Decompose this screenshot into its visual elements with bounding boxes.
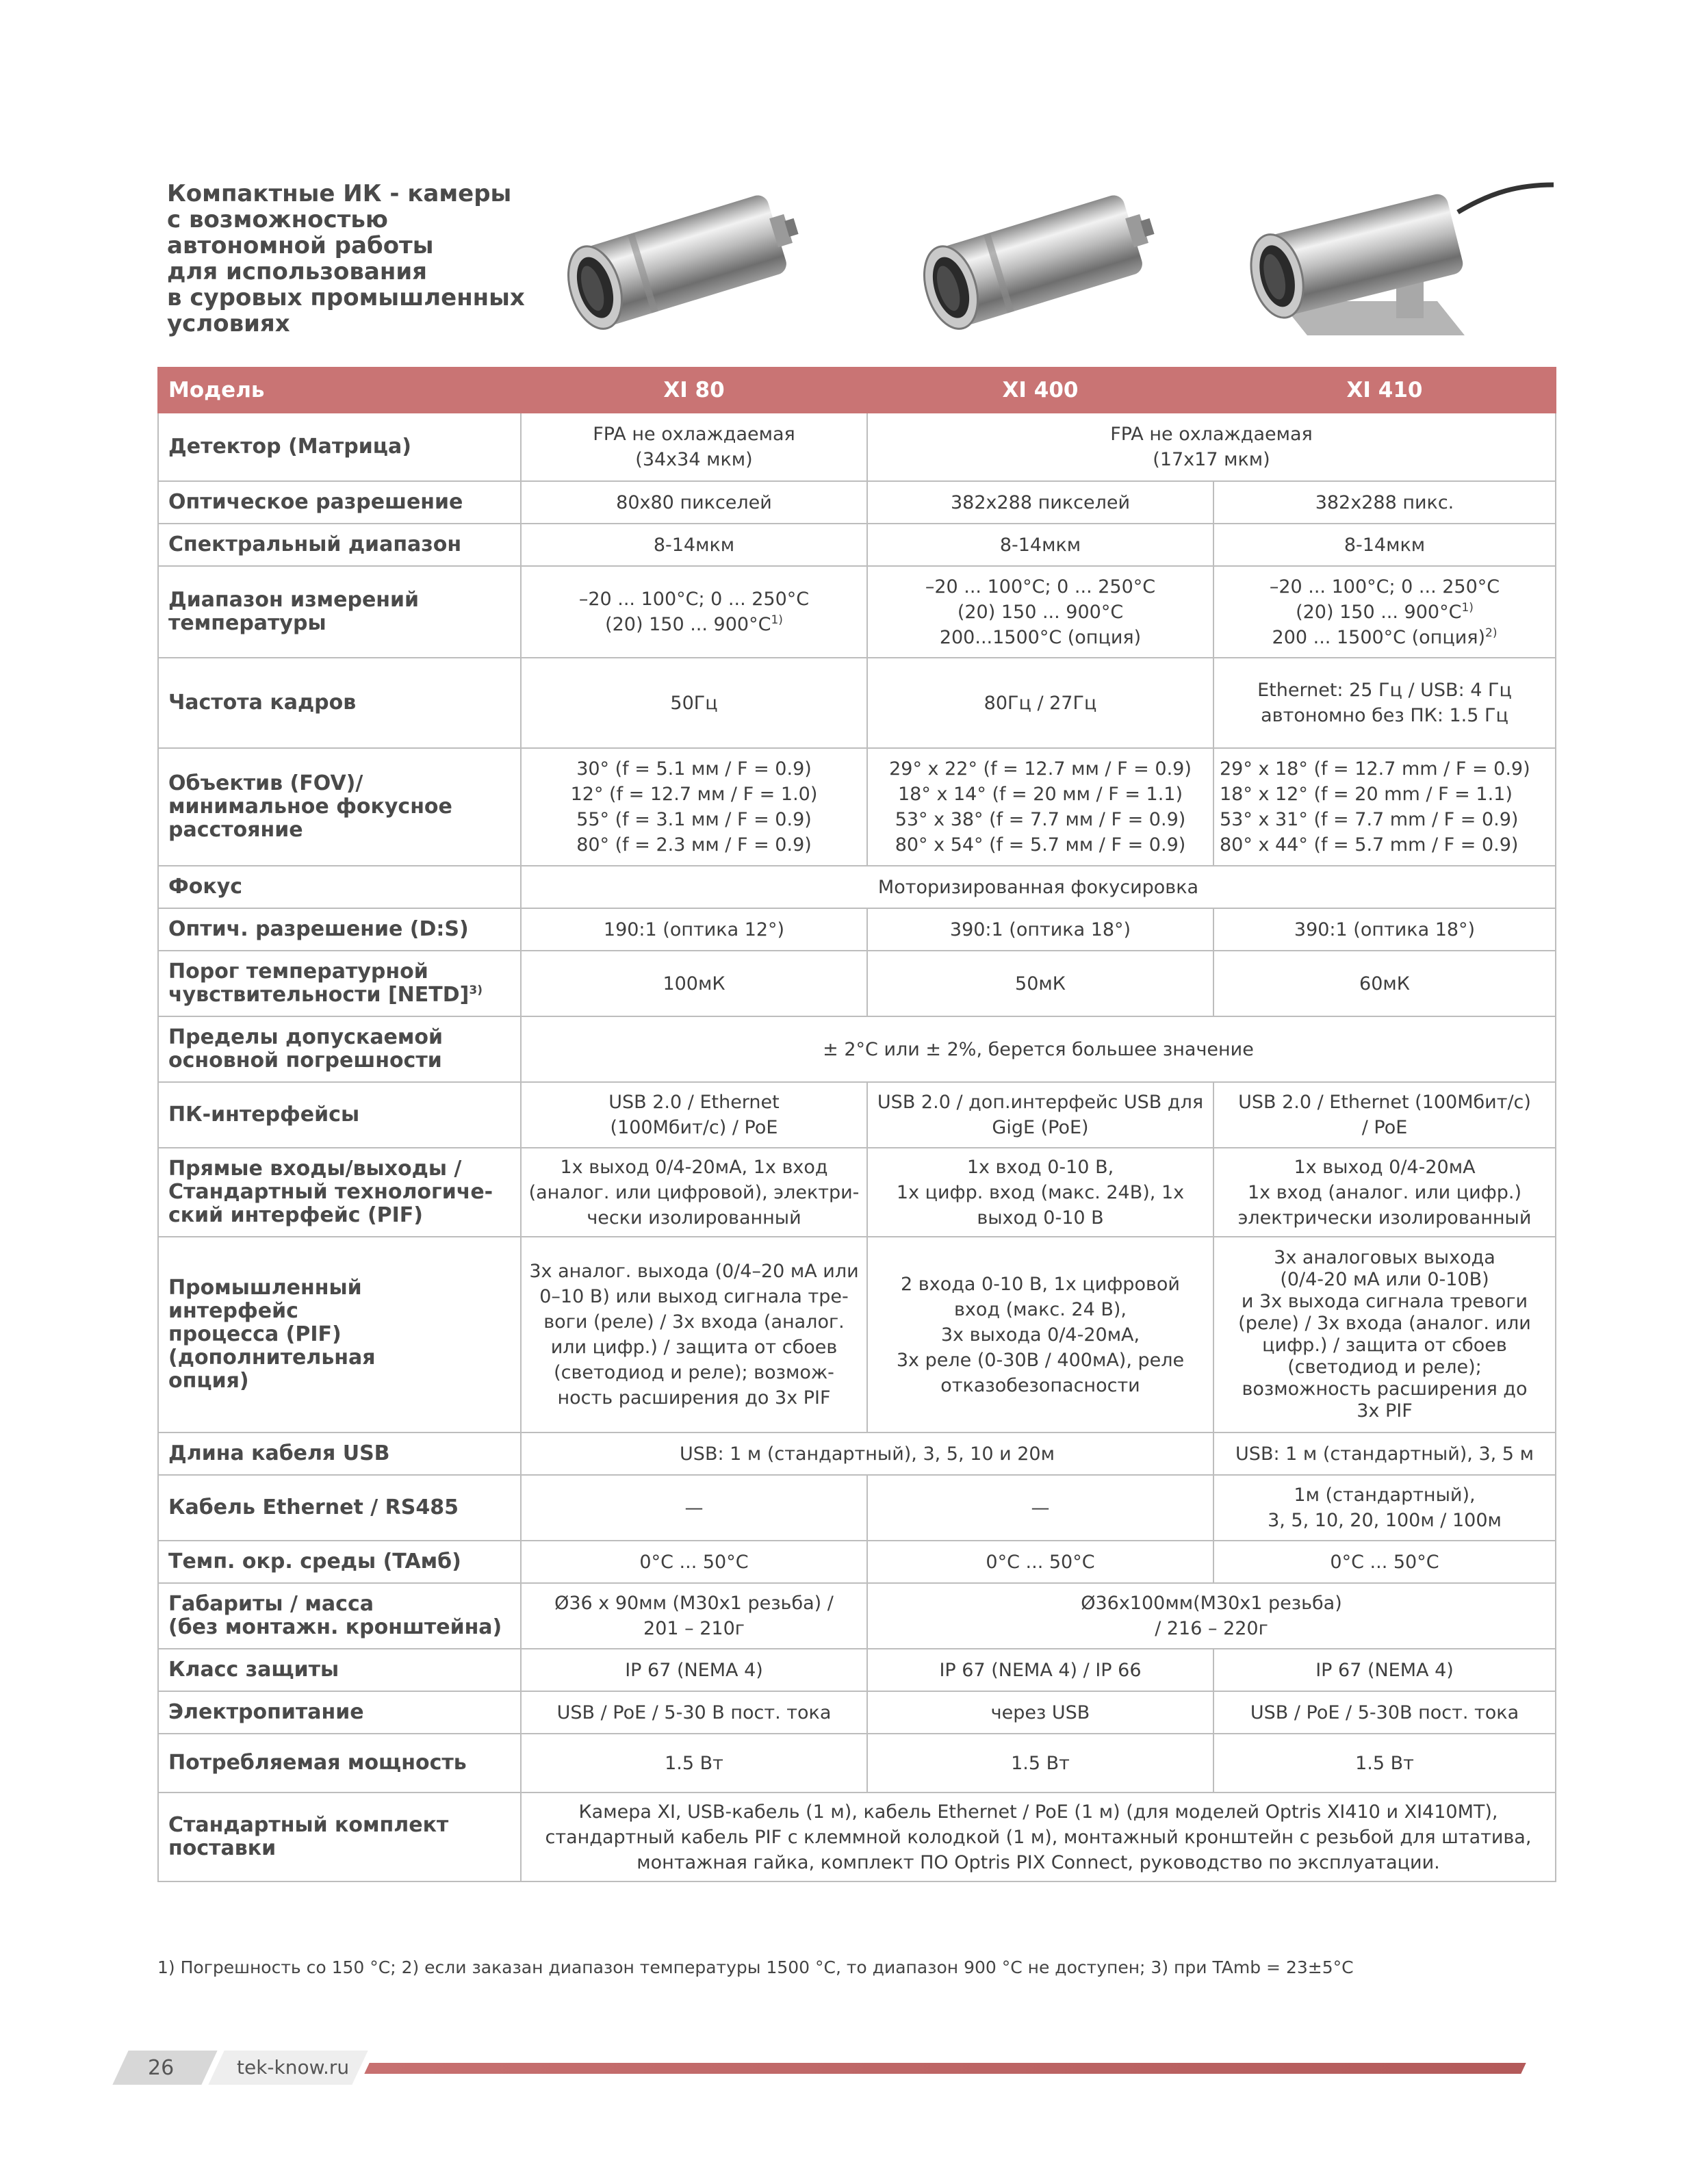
cell: USB 2.0 / доп.интерфейс USB для GigE (PoE) bbox=[867, 1082, 1213, 1148]
cell: 50Гц bbox=[521, 658, 867, 748]
cell: USB / PoE / 5-30 В пост. тока bbox=[521, 1691, 867, 1734]
row-label: Спектральный диапазон bbox=[158, 524, 521, 566]
cell: 50мК bbox=[867, 951, 1213, 1016]
cell: USB / PoE / 5-30В пост. тока bbox=[1213, 1691, 1556, 1734]
cell: IP 67 (NEMA 4) bbox=[521, 1649, 867, 1691]
row-label: ПК-интерфейсы bbox=[158, 1082, 521, 1148]
cell: 30° (f = 5.1 мм / F = 0.9) 12° (f = 12.7 мм / F = 1.0) 55° (f = 3.1 мм / F = 0.9) 80° (f = 2.3 мм / F = 0.9) bbox=[521, 748, 867, 866]
cell: через USB bbox=[867, 1691, 1213, 1734]
cell: 60мК bbox=[1213, 951, 1556, 1016]
cell: 1x выход 0/4-20мА 1x вход (аналог. или цифр.) электрически изолированный bbox=[1213, 1148, 1556, 1237]
header-xi400: XI 400 bbox=[867, 368, 1213, 413]
table-row bbox=[158, 866, 1556, 908]
footnote: 1) Погрешность со 150 °C; 2) если заказан диапазон температуры 1500 °C, то диапазон 900 °C не доступен; 3) при TAmb = 23±5°C bbox=[157, 1957, 1354, 1977]
cell-text: –20 ... 100°C; 0 ... 250°C (20) 150 ... 900°C bbox=[578, 589, 810, 635]
cell: USB 2.0 / Ethernet (100Мбит/с) / PoE bbox=[521, 1082, 867, 1148]
cell: IP 67 (NEMA 4) / IP 66 bbox=[867, 1649, 1213, 1691]
cell: 8-14мкм bbox=[521, 524, 867, 566]
cell: — bbox=[867, 1475, 1213, 1541]
row-label: Стандартный комплект поставки bbox=[158, 1793, 521, 1881]
cell bbox=[1213, 566, 1556, 658]
table-row bbox=[158, 1475, 1556, 1541]
cell: 390:1 (оптика 18°) bbox=[1213, 908, 1556, 951]
row-label: Пределы допускаемой основной погрешности bbox=[158, 1016, 521, 1082]
cell: FPA не охлаждаемая (34x34 мкм) bbox=[521, 413, 867, 481]
spec-table bbox=[157, 367, 1556, 1882]
header-model: Модель bbox=[158, 368, 521, 413]
table-row bbox=[158, 1237, 1556, 1433]
row-label: Класс защиты bbox=[158, 1649, 521, 1691]
cell: 1.5 Вт bbox=[1213, 1734, 1556, 1793]
footnote-mark: 1) bbox=[1461, 600, 1474, 615]
table-row bbox=[158, 658, 1556, 748]
table-row bbox=[158, 1734, 1556, 1793]
cell: –20 ... 100°C; 0 ... 250°C (20) 150 ... 900°C 200...1500°C (опция) bbox=[867, 566, 1213, 658]
cell: IP 67 (NEMA 4) bbox=[1213, 1649, 1556, 1691]
row-label: Электропитание bbox=[158, 1691, 521, 1734]
row-label: Фокус bbox=[158, 866, 521, 908]
row-label: Оптич. разрешение (D:S) bbox=[158, 908, 521, 951]
cell: USB 2.0 / Ethernet (100Мбит/с) / PoE bbox=[1213, 1082, 1556, 1148]
page-footer bbox=[120, 2051, 1558, 2090]
cell-text: 200 ... 1500°C (опция) bbox=[1272, 626, 1486, 648]
cell: 3x аналоговых выхода (0/4-20 мА или 0-10В) и 3x выхода сигнала тревоги (реле) / 3x входа (аналог. или цифр.) / защита от сбоев (светодиод и реле); возможность расширения до 3x PIF bbox=[1213, 1237, 1556, 1433]
row-label: Детектор (Матрица) bbox=[158, 413, 521, 481]
row-label: Частота кадров bbox=[158, 658, 521, 748]
table-row bbox=[158, 1433, 1556, 1475]
cell: 2 входа 0-10 В, 1x цифровой вход (макс. 24 В), 3x выхода 0/4-20мА, 3x реле (0-30В / 400мА), реле отказобезопасности bbox=[867, 1237, 1213, 1433]
table-row bbox=[158, 748, 1556, 866]
cell: 390:1 (оптика 18°) bbox=[867, 908, 1213, 951]
header-xi410: XI 410 bbox=[1213, 368, 1556, 413]
row-label: Промышленный интерфейс процесса (PIF) (дополнительная опция) bbox=[158, 1237, 521, 1433]
cell: 382x288 пикселей bbox=[867, 481, 1213, 524]
camera-xi410-bracket-image bbox=[1232, 164, 1560, 349]
site-name: tek-know.ru bbox=[237, 2056, 350, 2079]
table-row bbox=[158, 1541, 1556, 1583]
cell: 100мК bbox=[521, 951, 867, 1016]
table-row bbox=[158, 413, 1556, 481]
cell: FPA не охлаждаемая (17x17 мкм) bbox=[867, 413, 1556, 481]
footnote-mark: 3) bbox=[469, 984, 483, 997]
footnote-mark: 2) bbox=[1485, 626, 1498, 640]
table-row bbox=[158, 566, 1556, 658]
row-label: Объектив (FOV)/ минимальное фокусное расстояние bbox=[158, 748, 521, 866]
row-label: Потребляемая мощность bbox=[158, 1734, 521, 1793]
table-row bbox=[158, 1016, 1556, 1082]
footer-bar bbox=[364, 2063, 1526, 2074]
row-label: Оптическое разрешение bbox=[158, 481, 521, 524]
page-number: 26 bbox=[148, 2056, 175, 2080]
cell: 8-14мкм bbox=[1213, 524, 1556, 566]
cell: 1x выход 0/4-20мА, 1x вход (аналог. или цифровой), электри- чески изолированный bbox=[521, 1148, 867, 1237]
cell: Камера XI, USB-кабель (1 м), кабель Ethernet / PoE (1 м) (для моделей Optris XI410 и XI410MT), стандартный кабель PIF с клеммной колодкой (1 м), монтажный кронштейн с резьбой для штатива, монтажная гайка, комплект ПО Optris PIX Connect, руководство по эксплуатации. bbox=[521, 1793, 1556, 1881]
cell: 1x вход 0-10 В, 1x цифр. вход (макс. 24В), 1x выход 0-10 В bbox=[867, 1148, 1213, 1237]
table-row bbox=[158, 481, 1556, 524]
table-row bbox=[158, 524, 1556, 566]
table-row bbox=[158, 1583, 1556, 1649]
cell: 29° x 18° (f = 12.7 mm / F = 0.9) 18° x 12° (f = 20 mm / F = 1.1) 53° x 31° (f = 7.7 mm / F = 0.9) 80° x 44° (f = 5.7 mm / F = 0.9) bbox=[1213, 748, 1556, 866]
page-heading: Компактные ИК - камеры с возможностью автономной работы для использования в суровых промышленных условиях bbox=[167, 180, 525, 337]
row-label: Длина кабеля USB bbox=[158, 1433, 521, 1475]
row-label: Темп. окр. среды (TAмб) bbox=[158, 1541, 521, 1583]
cell: — bbox=[521, 1475, 867, 1541]
row-label-text: Порог температурной чувствительности [NETD] bbox=[168, 960, 470, 1007]
row-label: Диапазон измерений температуры bbox=[158, 566, 521, 658]
cell: 1м (стандартный), 3, 5, 10, 20, 100м / 100м bbox=[1213, 1475, 1556, 1541]
table-row bbox=[158, 1691, 1556, 1734]
table-row bbox=[158, 908, 1556, 951]
cell: Ø36 x 90мм (M30x1 резьба) / 201 – 210г bbox=[521, 1583, 867, 1649]
cell bbox=[521, 566, 867, 658]
camera-xi80-image bbox=[541, 164, 828, 349]
table-row bbox=[158, 1082, 1556, 1148]
table-row bbox=[158, 1148, 1556, 1237]
table-row bbox=[158, 1793, 1556, 1881]
cell: 29° x 22° (f = 12.7 мм / F = 0.9) 18° x 14° (f = 20 мм / F = 1.1) 53° x 38° (f = 7.7 мм / F = 0.9) 80° x 54° (f = 5.7 мм / F = 0.9) bbox=[867, 748, 1213, 866]
table-row bbox=[158, 951, 1556, 1016]
cell: 80x80 пикселей bbox=[521, 481, 867, 524]
cell: 1.5 Вт bbox=[867, 1734, 1213, 1793]
cell: ± 2°C или ± 2%, берется большее значение bbox=[521, 1016, 1556, 1082]
row-label bbox=[158, 951, 521, 1016]
cell: 0°C ... 50°C bbox=[1213, 1541, 1556, 1583]
cell: 80Гц / 27Гц bbox=[867, 658, 1213, 748]
cell: Моторизированная фокусировка bbox=[521, 866, 1556, 908]
row-label: Габариты / масса (без монтажн. кронштейна) bbox=[158, 1583, 521, 1649]
cell: USB: 1 м (стандартный), 3, 5, 10 и 20м bbox=[521, 1433, 1213, 1475]
row-label: Прямые входы/выходы / Стандартный технологиче- ский интерфейс (PIF) bbox=[158, 1148, 521, 1237]
row-label: Кабель Ethernet / RS485 bbox=[158, 1475, 521, 1541]
cell: 1.5 Вт bbox=[521, 1734, 867, 1793]
cell: 382x288 пикс. bbox=[1213, 481, 1556, 524]
cell: 8-14мкм bbox=[867, 524, 1213, 566]
cell: Ethernet: 25 Гц / USB: 4 Гц автономно без ПК: 1.5 Гц bbox=[1213, 658, 1556, 748]
cell: 3x аналог. выхода (0/4–20 мА или 0–10 В) или выход сигнала тре- воги (реле) / 3x входа (аналог. или цифр.) / защита от сбоев (светодиод и реле); возмож- ность расширения до 3x PIF bbox=[521, 1237, 867, 1433]
table-header-row bbox=[158, 368, 1556, 413]
camera-xi400-image bbox=[897, 164, 1184, 349]
header-xi80: XI 80 bbox=[521, 368, 867, 413]
table-row bbox=[158, 1649, 1556, 1691]
cell: Ø36x100мм(M30x1 резьба) / 216 – 220г bbox=[867, 1583, 1556, 1649]
cell-text: –20 ... 100°C; 0 ... 250°C (20) 150 ... 900°C bbox=[1269, 576, 1500, 623]
cell: 0°C ... 50°C bbox=[867, 1541, 1213, 1583]
cell: 190:1 (оптика 12°) bbox=[521, 908, 867, 951]
cell: 0°C ... 50°C bbox=[521, 1541, 867, 1583]
cell: USB: 1 м (стандартный), 3, 5 м bbox=[1213, 1433, 1556, 1475]
footnote-mark: 1) bbox=[771, 613, 783, 627]
